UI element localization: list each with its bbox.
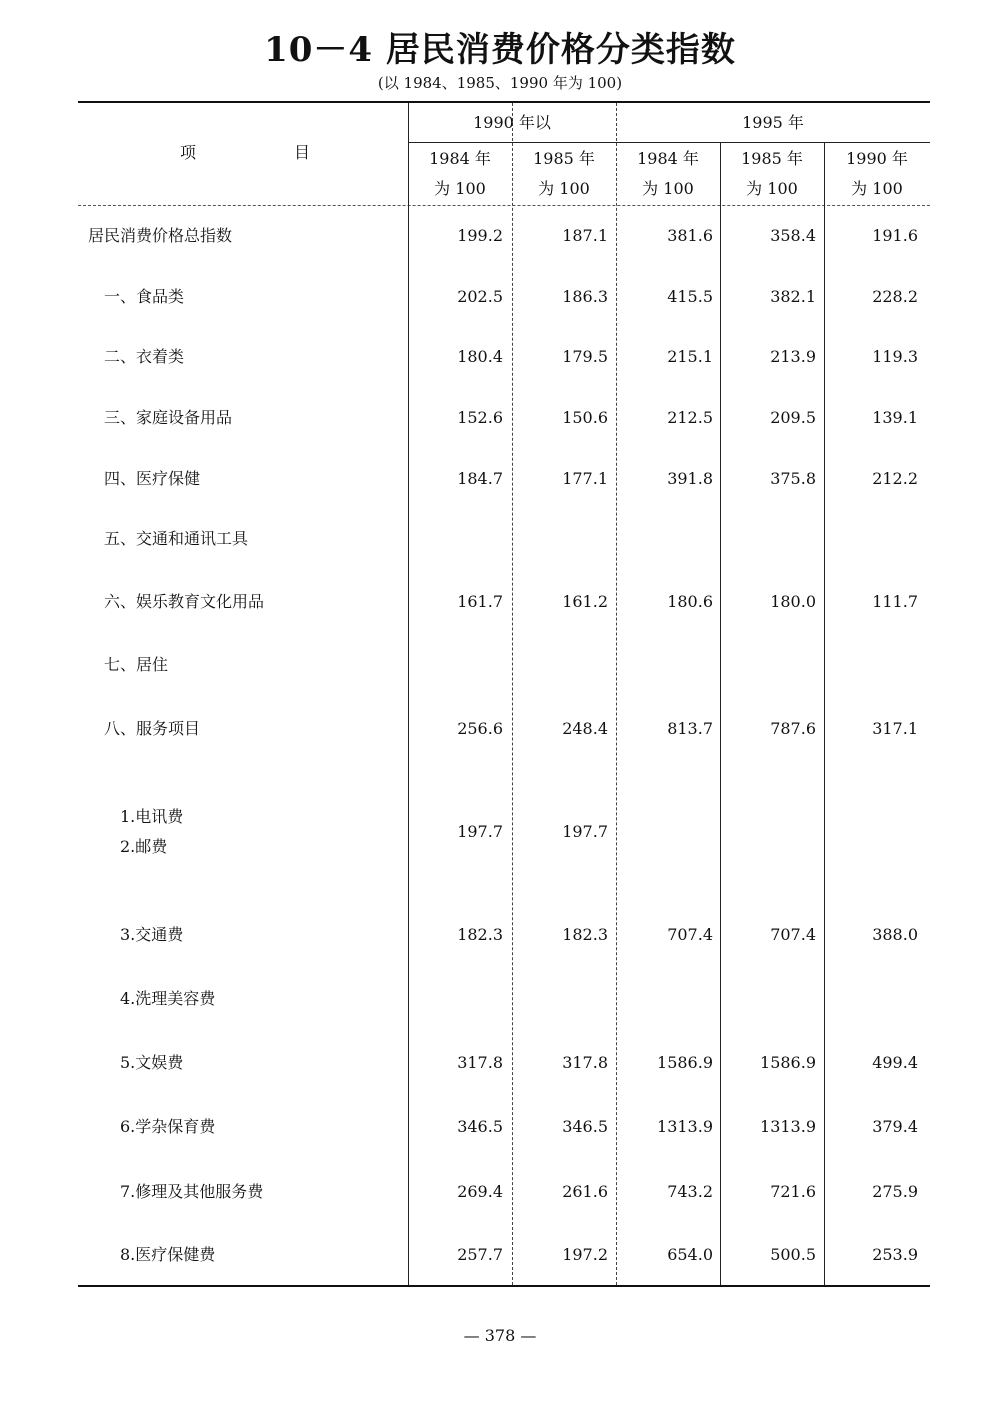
cell: 213.9: [770, 347, 816, 366]
cell: 346.5: [457, 1117, 503, 1136]
table-row: [78, 1048, 930, 1078]
cell: 256.6: [457, 719, 503, 738]
cell: 317.8: [562, 1053, 608, 1072]
header-bottom-rule: [78, 205, 930, 206]
stub-header-part-1: 项: [180, 143, 197, 162]
cell: 1586.9: [760, 1053, 816, 1072]
cell: 500.5: [770, 1245, 816, 1264]
group-divider: [616, 103, 617, 1285]
cell: 275.9: [872, 1182, 918, 1201]
row-label: 居民消费价格总指数: [88, 226, 233, 245]
col-header-base: 为 100: [642, 179, 694, 198]
row-label: 八、服务项目: [104, 719, 201, 738]
cell: 1313.9: [657, 1117, 713, 1136]
row-label: 6.学杂保育费: [120, 1117, 216, 1136]
cell: 261.6: [562, 1182, 608, 1201]
cell: 202.5: [457, 287, 503, 306]
cell: 1313.9: [760, 1117, 816, 1136]
cell: 197.7: [562, 822, 608, 841]
cell: 191.6: [872, 226, 918, 245]
cell: 184.7: [457, 469, 503, 488]
cell: 257.7: [457, 1245, 503, 1264]
table-row: [78, 984, 930, 1014]
cell: 152.6: [457, 408, 503, 427]
row-label: 4.洗理美容费: [120, 989, 216, 1008]
cell: 212.5: [667, 408, 713, 427]
table-row: [78, 587, 930, 617]
cell: 391.8: [667, 469, 713, 488]
cell: 139.1: [872, 408, 918, 427]
cell: 381.6: [667, 226, 713, 245]
col-header-year: 1985 年: [533, 149, 595, 168]
cell: 382.1: [770, 287, 816, 306]
cell: 209.5: [770, 408, 816, 427]
stub-divider: [408, 103, 409, 1285]
group-header-2: 1995 年: [742, 113, 804, 132]
stub-header-part-2: 目: [293, 143, 310, 162]
cell: 707.4: [667, 925, 713, 944]
row-label: 3.交通费: [120, 925, 184, 944]
row-label: 一、食品类: [104, 287, 185, 306]
cell: 1586.9: [657, 1053, 713, 1072]
row-label: 六、娱乐教育文化用品: [104, 592, 265, 611]
table-row: [78, 1112, 930, 1142]
col-header-base: 为 100: [434, 179, 486, 198]
cell: 197.7: [457, 822, 503, 841]
col-header-year: 1984 年: [637, 149, 699, 168]
col-header-year: 1990 年: [846, 149, 908, 168]
table-row: [78, 524, 930, 554]
cell: 197.2: [562, 1245, 608, 1264]
cell: 177.1: [562, 469, 608, 488]
row-label: 7.修理及其他服务费: [120, 1182, 264, 1201]
cell: 317.8: [457, 1053, 503, 1072]
cell: 161.2: [562, 592, 608, 611]
cell: 186.3: [562, 287, 608, 306]
cell: 228.2: [872, 287, 918, 306]
cell: 182.3: [457, 925, 503, 944]
row-label: 1.电讯费: [120, 807, 184, 826]
cell: 375.8: [770, 469, 816, 488]
table-row: [78, 1240, 930, 1270]
stub-header: [180, 140, 310, 163]
table-row: [78, 282, 930, 312]
col-header-year: 1985 年: [741, 149, 803, 168]
table-row: [78, 714, 930, 744]
cell: 199.2: [457, 226, 503, 245]
table-row: [78, 920, 930, 950]
col-header-base: 为 100: [746, 179, 798, 198]
top-rule: [78, 101, 930, 103]
table-row: [78, 802, 930, 832]
table-row: [78, 403, 930, 433]
row-label: 四、医疗保健: [104, 469, 201, 488]
cell: 787.6: [770, 719, 816, 738]
cell: 150.6: [562, 408, 608, 427]
table-row: [78, 221, 930, 251]
cell: 317.1: [872, 719, 918, 738]
row-label: 8.医疗保健费: [120, 1245, 216, 1264]
group-header-1: 1990 年以: [473, 113, 551, 132]
cell: 187.1: [562, 226, 608, 245]
cell: 180.0: [770, 592, 816, 611]
table-row: [78, 342, 930, 372]
cell: 180.4: [457, 347, 503, 366]
cell: 111.7: [872, 592, 918, 611]
cell: 721.6: [770, 1182, 816, 1201]
col-header-base: 为 100: [851, 179, 903, 198]
cell: 179.5: [562, 347, 608, 366]
row-label: 五、交通和通讯工具: [104, 529, 249, 548]
col-header-year: 1984 年: [429, 149, 491, 168]
table-row: [78, 650, 930, 680]
cell: 499.4: [872, 1053, 918, 1072]
cell: 388.0: [872, 925, 918, 944]
cell: 346.5: [562, 1117, 608, 1136]
cell: 707.4: [770, 925, 816, 944]
cell: 182.3: [562, 925, 608, 944]
col-divider-1: [512, 103, 513, 1285]
table-title: 10－4 居民消费价格分类指数: [264, 30, 736, 70]
table-row: [78, 464, 930, 494]
col-header-base: 为 100: [538, 179, 590, 198]
row-label: 5.文娱费: [120, 1053, 184, 1072]
cell: 180.6: [667, 592, 713, 611]
cell: 119.3: [872, 347, 918, 366]
page-number: — 378 —: [463, 1326, 537, 1345]
row-label: 三、家庭设备用品: [104, 408, 233, 427]
cell: 654.0: [667, 1245, 713, 1264]
table-row: [78, 1177, 930, 1207]
row-label: 二、衣着类: [104, 347, 185, 366]
cell: 358.4: [770, 226, 816, 245]
cell: 743.2: [667, 1182, 713, 1201]
bottom-rule: [78, 1285, 930, 1287]
cell: 379.4: [872, 1117, 918, 1136]
cell: 253.9: [872, 1245, 918, 1264]
row-label: 2.邮费: [120, 837, 168, 856]
row-label: 七、居住: [104, 655, 169, 674]
cell: 212.2: [872, 469, 918, 488]
table-row: [78, 822, 930, 862]
header-group-divider: [408, 142, 930, 143]
cell: 415.5: [667, 287, 713, 306]
table-subtitle: (以 1984、1985、1990 年为 100): [377, 74, 623, 92]
cell: 269.4: [457, 1182, 503, 1201]
cell: 248.4: [562, 719, 608, 738]
cell: 161.7: [457, 592, 503, 611]
cell: 813.7: [667, 719, 713, 738]
cell: 215.1: [667, 347, 713, 366]
